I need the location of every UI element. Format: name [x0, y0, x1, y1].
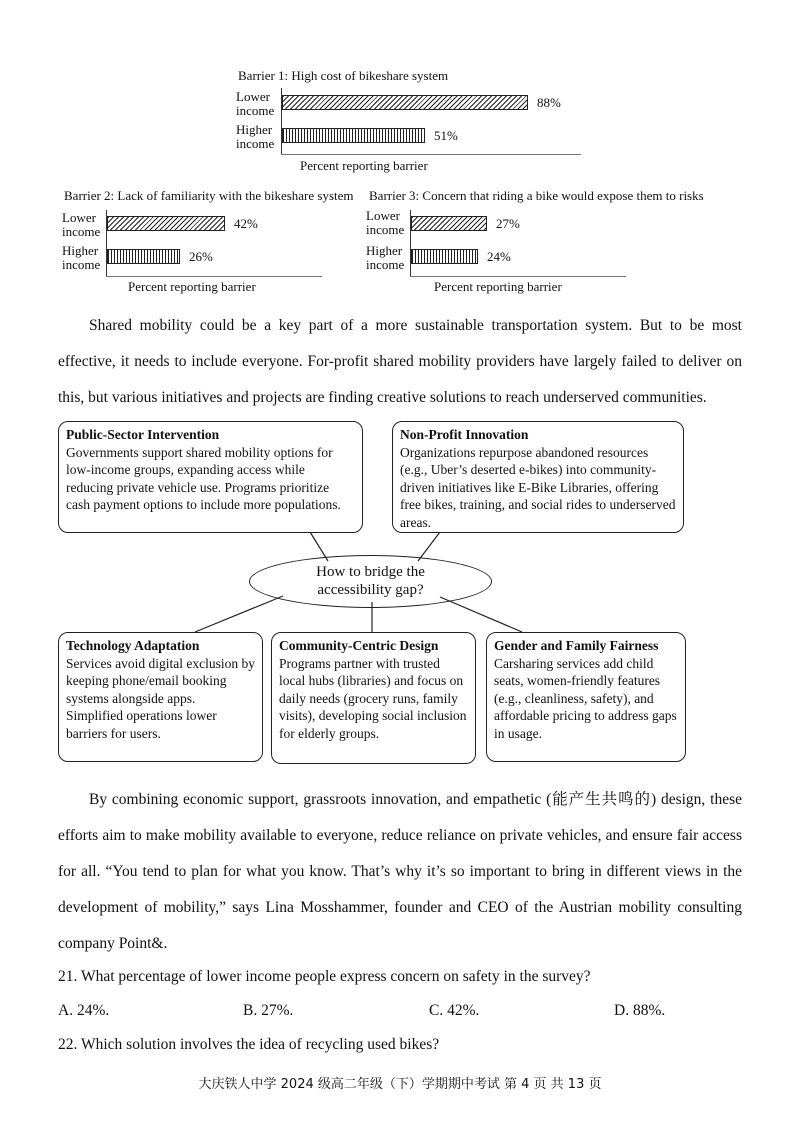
option-a: A. 24%. [58, 1002, 110, 1019]
box-title: Technology Adaptation [66, 638, 200, 653]
category-label-lower: Lower income [366, 208, 405, 237]
category-label-lower: Lower income [62, 210, 101, 239]
box-text: Organizations repurpose abandoned resources (e.g., Uber’s deserted e-bikes) into community-driven initiatives like E-Bike Libraries, offering free bikes, training, and social rides to underserved areas. [400, 444, 676, 530]
value-label-lower: 42% [234, 216, 258, 231]
question-number: 21. [58, 968, 78, 985]
question-text: Which solution involves the idea of recycling used bikes? [80, 1036, 440, 1053]
box-community-centric-design [271, 632, 476, 764]
value-label-lower: 88% [537, 95, 561, 110]
value-label-lower: 27% [496, 216, 520, 231]
chart-title: Barrier 2: Lack of familiarity with the bikeshare system [64, 188, 354, 203]
value-label-higher: 24% [487, 249, 511, 264]
box-title: Public-Sector Intervention [66, 427, 220, 442]
box-gender-family-fairness [486, 632, 686, 762]
box-non-profit-innovation [392, 421, 684, 533]
center-question-ellipse: How to bridge the accessibility gap? [249, 555, 492, 608]
page-footer: 大庆铁人中学 2024 级高二年级（下）学期期中考试 第 4 页 共 13 页 [198, 1077, 602, 1092]
connector-line [440, 597, 522, 632]
category-label-higher: Higher income [62, 243, 101, 272]
question-22 [58, 1036, 439, 1054]
intro-paragraph: Shared mobility could be a key part of a more sustainable transportation system. But to be most effective, it needs to include everyone. For-profit shared mobility providers have largely failed to deliver on this, but various initiatives and projects are finding creative solutions to reach underserved communities. [58, 317, 742, 406]
option-c: C. 42%. [429, 1002, 480, 1019]
value-label-higher: 51% [434, 128, 458, 143]
question-text: What percentage of lower income people express concern on safety in the survey? [80, 968, 591, 985]
category-label-higher: Higher income [236, 122, 275, 151]
closing-paragraph: By combining economic support, grassroots innovation, and empathetic (能产生共鸣的) design, these efforts aim to make mobility available to everyone, reduce reliance on private vehicles, and ensure fair access for all. “You tend to plan for what you know. That’s why it’s so important to bring in different views in the development of mobility,” says Lina Mosshammer, founder and CEO of the Austrian mobility consulting company Point&. [58, 791, 742, 952]
category-label-lower: Lower income [236, 89, 275, 118]
box-text: Carsharing services add child seats, women-friendly features (e.g., cleanliness, safety), and affordable pricing to address gaps in usage. [494, 655, 677, 741]
box-title: Gender and Family Fairness [494, 638, 659, 653]
option-d: D. 88%. [614, 1002, 666, 1019]
box-text: Governments support shared mobility options for low-income groups, expanding access while reducing private vehicle use. Programs prioritize cash payment options to include more populations. [66, 444, 341, 512]
box-text: Programs partner with trusted local hubs (libraries) and focus on daily needs (grocery runs, family visits), developing social inclusion for elderly groups. [279, 655, 467, 741]
box-title: Community-Centric Design [279, 638, 439, 653]
question-number: 22. [58, 1036, 78, 1053]
chart-title: Barrier 1: High cost of bikeshare system [238, 68, 449, 83]
box-text: Services avoid digital exclusion by keeping phone/email booking systems alongside apps. Simplified operations lower barriers for users. [66, 655, 255, 741]
box-public-sector-intervention [58, 421, 363, 533]
question-21 [58, 968, 591, 986]
x-axis-label: Percent reporting barrier [300, 158, 428, 173]
chart-title: Barrier 3: Concern that riding a bike would expose them to risks [369, 188, 704, 203]
category-label-higher: Higher income [366, 243, 405, 272]
box-title: Non-Profit Innovation [400, 427, 529, 442]
box-technology-adaptation [58, 632, 263, 762]
x-axis-label: Percent reporting barrier [128, 279, 256, 294]
x-axis-label: Percent reporting barrier [434, 279, 562, 294]
option-b: B. 27%. [243, 1002, 294, 1019]
value-label-higher: 26% [189, 249, 213, 264]
connector-line [195, 596, 283, 632]
